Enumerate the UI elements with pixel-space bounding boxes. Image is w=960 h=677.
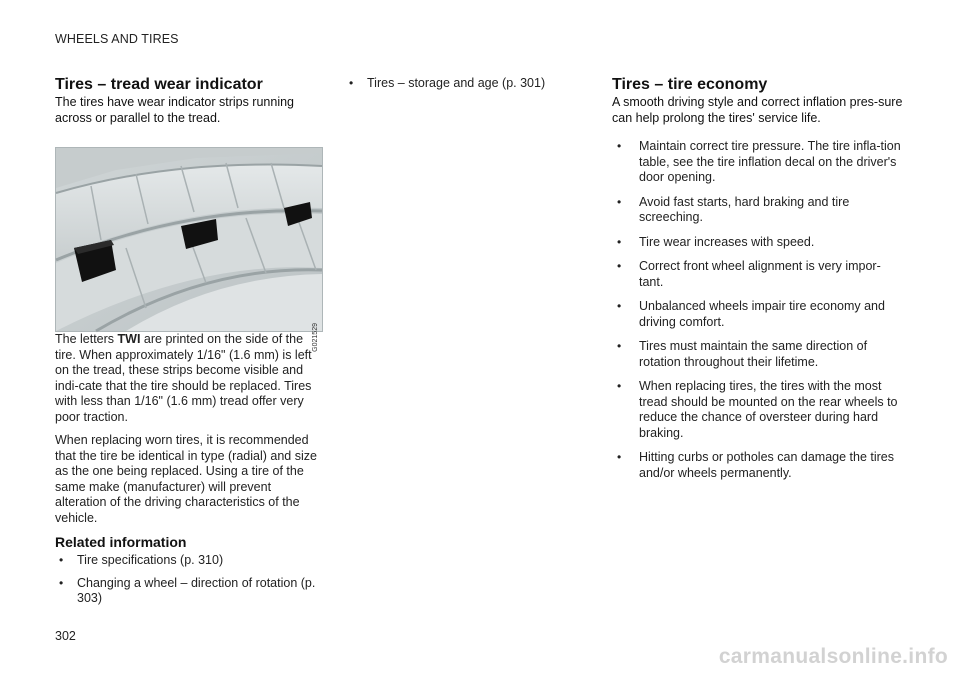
tread-wear-lead: The tires have wear indicator strips running across or parallel to the tread.	[55, 95, 295, 125]
tire-economy-title: Tires – tire economy	[612, 76, 768, 93]
bullet-icon: •	[59, 575, 64, 590]
bullet-text: Tires must maintain the same direction of rotation throughout their lifetime.	[639, 339, 868, 369]
bullet-text: Maintain correct tire pressure. The tire infla-tion table, see the tire inflation decal on the driver's door opening.	[639, 139, 901, 184]
caption-suffix: are printed on the side of the tire. When approximately 1/16" (1.6 mm) is left on the tread, these strips become visible and indi-cate that the tire should be replaced. Tires with less than 1/16" (1.6 mm) tread offer very poor traction.	[55, 332, 312, 424]
bullet-icon: •	[617, 234, 622, 249]
list-item	[345, 76, 580, 92]
list-item	[55, 553, 323, 569]
right-column	[612, 76, 904, 490]
list-item	[612, 259, 904, 290]
tire-economy-list	[612, 139, 904, 481]
related-info-list	[55, 553, 323, 607]
twi-caption	[55, 332, 323, 425]
bullet-text: When replacing tires, the tires with the most tread should be mounted on the rear wheels to reduce the chance of oversteer during hard braking.	[639, 379, 898, 440]
tire-tread-drawing	[56, 148, 322, 331]
related-link[interactable]: Tires – storage and age (p. 301)	[367, 76, 546, 90]
watermark: carmanualsonline.info	[718, 645, 948, 668]
caption-prefix: The letters	[55, 332, 118, 346]
related-link[interactable]: Changing a wheel – direction of rotation (p. 303)	[77, 575, 316, 605]
bullet-icon: •	[59, 553, 64, 567]
list-item	[612, 235, 904, 251]
bullet-text: Unbalanced wheels impair tire economy and driving comfort.	[639, 299, 885, 329]
list-item	[612, 195, 904, 226]
tire-economy-lead: A smooth driving style and correct inflation pres-sure can help prolong the tires' service life.	[612, 95, 903, 125]
caption-twi: TWI	[117, 332, 141, 346]
bullet-text: Hitting curbs or potholes can damage the tires and/or wheels permanently.	[639, 450, 894, 480]
bullet-icon: •	[617, 259, 622, 273]
list-item	[612, 339, 904, 370]
list-item	[612, 450, 904, 481]
bullet-text: Tire wear increases with speed.	[639, 234, 815, 249]
bullet-icon: •	[617, 379, 622, 393]
bullet-icon: •	[349, 76, 354, 90]
figure-code: G021529	[312, 323, 319, 352]
replacing-worn-tires-text: When replacing worn tires, it is recommended that the tire be identical in type (radial) and size as the one being replaced. Using a tire of the same make (manufacturer) will prevent alteration of the driving characteristics of the vehicle.	[55, 433, 317, 525]
left-column	[55, 76, 323, 614]
page-number: 302	[55, 629, 76, 643]
list-item	[612, 379, 904, 441]
related-info-heading: Related information	[55, 534, 187, 550]
list-item	[55, 576, 323, 607]
bullet-icon: •	[617, 299, 622, 313]
bullet-icon: •	[617, 139, 622, 153]
bullet-icon: •	[617, 339, 622, 353]
related-info-list-continued	[345, 76, 580, 92]
list-item	[612, 139, 904, 186]
bullet-icon: •	[617, 450, 622, 464]
tread-wear-title: Tires – tread wear indicator	[55, 76, 263, 93]
related-link[interactable]: Tire specifications (p. 310)	[77, 553, 224, 567]
bullet-icon: •	[617, 194, 622, 209]
bullet-text: Avoid fast starts, hard braking and tire screeching.	[639, 194, 850, 224]
bullet-text: Correct front wheel alignment is very impor-tant.	[639, 259, 881, 289]
middle-column	[345, 76, 580, 99]
list-item	[612, 299, 904, 330]
section-header: WHEELS AND TIRES	[55, 32, 179, 46]
